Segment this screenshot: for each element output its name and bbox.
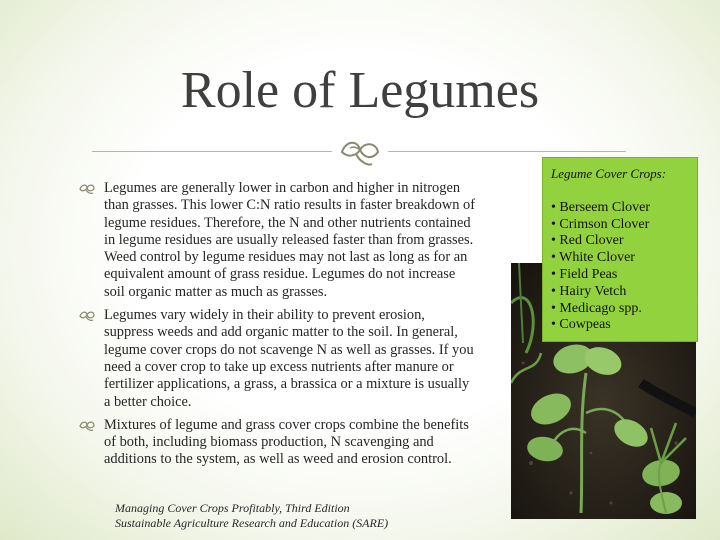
crop-item: • Cowpeas — [551, 317, 611, 333]
bullet-list — [78, 180, 478, 475]
crop-list — [551, 200, 689, 334]
crop-item: • Crimson Clover — [551, 216, 650, 232]
leaf-bullet-icon — [78, 310, 96, 322]
crop-item: • Field Peas — [551, 266, 618, 282]
legume-cover-crops-callout — [542, 157, 698, 342]
leaf-bullet-icon — [78, 183, 96, 195]
crop-item: • Medicago spp. — [551, 300, 642, 316]
leaf-ornament-icon — [336, 136, 384, 168]
crop-item: • Hairy Vetch — [551, 283, 627, 299]
bullet-item — [78, 180, 478, 301]
crop-item: • Berseem Clover — [551, 199, 650, 215]
bullet-text: Mixtures of legume and grass cover crops combine the benefits of both, including biomass production, N scavenging and additions to the system, as well as weed and erosion control. — [104, 416, 469, 468]
citation-line: Sustainable Agriculture Research and Education (SARE) — [115, 516, 389, 530]
crop-item: • Red Clover — [551, 233, 624, 249]
citation-line: Managing Cover Crops Profitably, Third Edition — [115, 501, 350, 515]
title-divider-left — [92, 151, 332, 152]
bullet-text: Legumes vary widely in their ability to prevent erosion, suppress weeds and add organic matter to the soil. In general, legume cover crops do not scavenge N as well as grasses. If you need a cover crop to take up excess nutrients after manure or fertilizer applications, a grass, a brassica or a mixture is usually a better choice. — [104, 307, 474, 410]
leaf-bullet-icon — [78, 420, 96, 432]
crop-item: • White Clover — [551, 250, 635, 266]
callout-title: Legume Cover Crops: — [551, 166, 667, 181]
bullet-item — [78, 417, 478, 469]
citation — [115, 501, 388, 531]
bullet-item — [78, 307, 478, 411]
bullet-text: Legumes are generally lower in carbon and higher in nitrogen than grasses. This lower C:N ratio results in faster breakdown of legume residues. Therefore, the N and other nutrients contained in legume residues are usually released faster than from grasses. Weed control by legume residues may not last as long as for an equivalent amount of grass residue. Legumes do not increase soil organic matter as much as grasses. — [104, 180, 476, 300]
title-divider-right — [388, 151, 626, 152]
slide-title: Role of Legumes — [180, 62, 540, 119]
